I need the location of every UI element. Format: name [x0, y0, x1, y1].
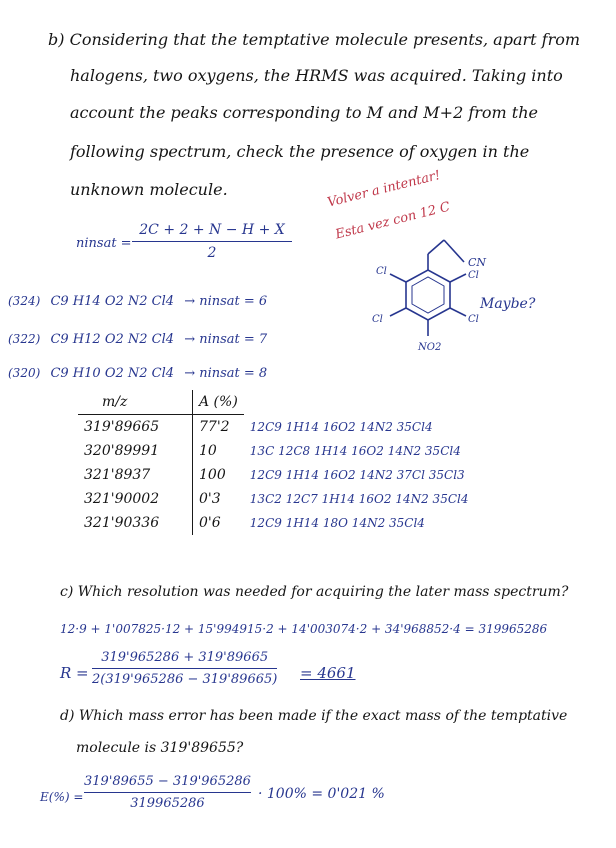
part-d-question-line-1: d) Which mass error has been made if the exact mass of the temptative [60, 708, 568, 724]
candidate-result: → ninsat = 7 [184, 332, 268, 347]
candidate-result: → ninsat = 6 [184, 294, 268, 309]
resolution-lhs: R = [60, 664, 89, 682]
table-row [78, 463, 474, 487]
candidate-row [8, 362, 267, 381]
candidate-mass: (322) [8, 332, 41, 346]
part-d-question-line-2: molecule is 319'89655? [76, 740, 244, 756]
part-b-line-2: halogens, two oxygens, the HRMS was acquired. Taking into [70, 66, 563, 85]
candidate-formula: C9 H10 O2 N2 Cl4 [50, 366, 175, 381]
table-header-row [78, 390, 474, 415]
red-note-line-1: Volver a intentar! [326, 168, 442, 211]
table-row [78, 439, 474, 463]
resolution-denominator: 2(319'965286 − 319'89665) [92, 672, 278, 687]
cl-label: Cl [468, 314, 479, 325]
mz-cell: 319'89665 [78, 415, 193, 440]
isotope-cell: 12C9 1H14 16O2 14N2 35Cl4 [249, 419, 433, 434]
insat-fraction [132, 222, 292, 261]
part-b-line-4: following spectrum, check the presence of oxygen in the [70, 142, 530, 161]
candidate-formula: C9 H14 O2 N2 Cl4 [50, 294, 175, 309]
isotope-cell: 12C9 1H14 18O 14N2 35Cl4 [249, 516, 425, 530]
mz-cell: 320'89991 [78, 439, 193, 463]
table-row [78, 487, 474, 511]
insat-numerator: 2C + 2 + N − H + X [139, 222, 285, 238]
red-note-line-2: Esta vez con 12 C [334, 199, 452, 243]
table-header-a: A (%) [193, 390, 244, 415]
benzene-ring [390, 240, 466, 336]
isotope-cell: 13C 12C8 1H14 16O2 14N2 35Cl4 [249, 444, 461, 458]
abundance-cell: 77'2 [199, 419, 230, 435]
cn-label: CN [468, 256, 487, 269]
cl-label: Cl [468, 270, 479, 281]
cl-label: Cl [372, 314, 383, 325]
resolution-result: = 4661 [300, 664, 356, 682]
abundance-cell: 0'6 [199, 515, 221, 531]
isotope-cell: 12C9 1H14 16O2 14N2 37Cl 35Cl3 [249, 468, 465, 482]
mz-cell: 321'90336 [78, 511, 193, 535]
error-result: · 100% = 0'021 % [258, 786, 385, 802]
candidate-row [8, 328, 267, 347]
isotope-cell: 13C2 12C7 1H14 16O2 14N2 35Cl4 [249, 492, 469, 506]
abundance-cell: 100 [199, 467, 226, 483]
table-header-mz: m/z [78, 390, 193, 415]
ms-table [78, 390, 474, 535]
resolution-fraction [92, 650, 277, 687]
resolution-numerator: 319'965286 + 319'89665 [101, 650, 269, 665]
maybe-note: Maybe? [480, 296, 536, 312]
candidate-mass: (324) [8, 294, 41, 308]
insat-lhs: ninsat = [76, 236, 132, 251]
error-denominator: 319965286 [130, 796, 205, 811]
candidate-mass: (320) [8, 366, 41, 380]
part-b-line-1: b) Considering that the temptative molecule presents, apart from [48, 30, 581, 49]
candidate-result: → ninsat = 8 [184, 366, 268, 381]
candidate-row [8, 290, 267, 309]
table-header-spacer [244, 390, 475, 415]
fraction-bar [84, 792, 251, 793]
no2-label: NO2 [418, 342, 442, 353]
abundance-cell: 0'3 [199, 491, 221, 507]
error-numerator: 319'89655 − 319'965286 [84, 774, 251, 789]
mz-cell: 321'90002 [78, 487, 193, 511]
part-b-line-3: account the peaks corresponding to M and M+2 from the [70, 103, 538, 122]
error-fraction [84, 774, 251, 811]
error-lhs: E(%) = [40, 790, 84, 804]
abundance-cell: 10 [199, 443, 217, 459]
cl-label: Cl [376, 266, 387, 277]
part-b-line-5: unknown molecule. [70, 180, 228, 199]
candidate-formula: C9 H12 O2 N2 Cl4 [50, 332, 175, 347]
table-row [78, 511, 474, 535]
exact-mass-calc: 12·9 + 1'007825·12 + 15'994915·2 + 14'003074·2 + 34'968852·4 = 319965286 [60, 622, 548, 636]
mz-cell: 321'8937 [78, 463, 193, 487]
fraction-bar [132, 241, 292, 242]
fraction-bar [92, 668, 277, 669]
table-row [78, 415, 474, 440]
part-c-question: c) Which resolution was needed for acquiring the later mass spectrum? [60, 584, 569, 600]
insat-denominator: 2 [207, 245, 217, 261]
